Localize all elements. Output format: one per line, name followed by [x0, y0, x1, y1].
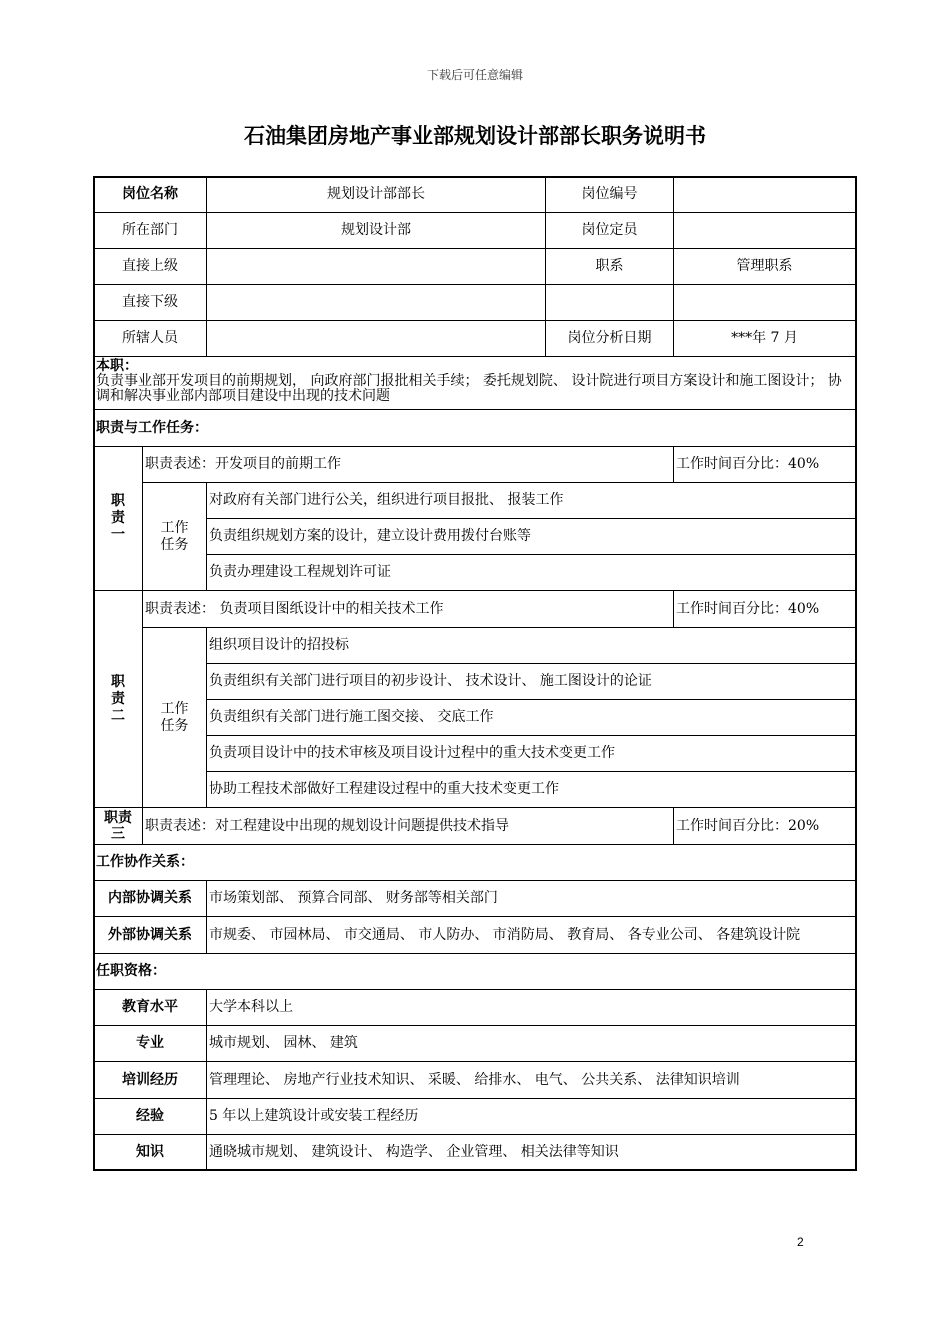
major-label: 专业 — [94, 1026, 207, 1062]
resp1-time: 工作时间百分比：40% — [674, 447, 856, 483]
resp3-time: 工作时间百分比：20% — [674, 808, 856, 845]
education-label: 教育水平 — [94, 990, 207, 1026]
responsibilities-heading: 职责与工作任务： — [94, 410, 856, 447]
knowledge-value: 通晓城市规划、 建筑设计、 构造学、 企业管理、 相关法律等知识 — [207, 1135, 856, 1170]
superior-label: 直接上级 — [94, 249, 207, 285]
resp2-task: 负责项目设计中的技术审核及项目设计过程中的重大技术变更工作 — [207, 736, 856, 772]
pos-code-value — [674, 177, 856, 213]
resp2-desc: 职责表述： 负责项目图纸设计中的相关技术工作 — [143, 591, 674, 628]
resp2-task-label: 工作任务 — [143, 628, 207, 808]
resp1-label: 职责一 — [94, 447, 143, 591]
cooperation-heading: 工作协作关系： — [94, 845, 856, 881]
headcount-label: 岗位定员 — [546, 213, 674, 249]
internal-label: 内部协调关系 — [94, 881, 207, 917]
page-title: 石油集团房地产事业部规划设计部部长职务说明书 — [244, 124, 706, 148]
resp3-label: 职责三 — [94, 808, 143, 845]
subordinate-extra-value — [674, 285, 856, 321]
qualifications-heading: 任职资格： — [94, 954, 856, 990]
education-value: 大学本科以上 — [207, 990, 856, 1026]
series-label: 职系 — [546, 249, 674, 285]
staff-label: 所辖人员 — [94, 321, 207, 357]
resp2-task: 组织项目设计的招投标 — [207, 628, 856, 664]
experience-value: 5 年以上建筑设计或安装工程经历 — [207, 1099, 856, 1135]
page-number: 2 — [797, 1235, 804, 1249]
training-label: 培训经历 — [94, 1062, 207, 1099]
analysis-date-value: ***年 7 月 — [674, 321, 856, 357]
analysis-date-label: 岗位分析日期 — [546, 321, 674, 357]
dept-value: 规划设计部 — [207, 213, 546, 249]
resp2-label: 职责二 — [94, 591, 143, 808]
major-value: 城市规划、 园林、 建筑 — [207, 1026, 856, 1062]
knowledge-label: 知识 — [94, 1135, 207, 1170]
duty-section — [94, 357, 856, 410]
pos-name-value: 规划设计部部长 — [207, 177, 546, 213]
resp1-task: 对政府有关部门进行公关，组织进行项目报批、 报装工作 — [207, 483, 856, 519]
duty-label: 本职： — [96, 358, 138, 374]
dept-label: 所在部门 — [94, 213, 207, 249]
resp2-task: 负责组织有关部门进行施工图交接、 交底工作 — [207, 700, 856, 736]
internal-value: 市场策划部、 预算合同部、 财务部等相关部门 — [207, 881, 856, 917]
pos-code-label: 岗位编号 — [546, 177, 674, 213]
headcount-value — [674, 213, 856, 249]
subordinate-label: 直接下级 — [94, 285, 207, 321]
external-value: 市规委、 市园林局、 市交通局、 市人防办、 市消防局、 教育局、 各专业公司、 各建筑设计院 — [207, 917, 856, 954]
resp1-task: 负责办理建设工程规划许可证 — [207, 555, 856, 591]
subordinate-extra — [546, 285, 674, 321]
resp1-desc: 职责表述：开发项目的前期工作 — [143, 447, 674, 483]
external-label: 外部协调关系 — [94, 917, 207, 954]
resp1-task-label: 工作任务 — [143, 483, 207, 591]
resp2-task: 负责组织有关部门进行项目的初步设计、 技术设计、 施工图设计的论证 — [207, 664, 856, 700]
resp1-task: 负责组织规划方案的设计，建立设计费用拨付台账等 — [207, 519, 856, 555]
training-value: 管理理论、 房地产行业技术知识、 采暖、 给排水、 电气、 公共关系、 法律知识培训 — [207, 1062, 856, 1099]
staff-value — [207, 321, 546, 357]
subordinate-value — [207, 285, 546, 321]
series-value: 管理职系 — [674, 249, 856, 285]
superior-value — [207, 249, 546, 285]
pos-name-label: 岗位名称 — [94, 177, 207, 213]
duty-text: 负责事业部开发项目的前期规划， 向政府部门报批相关手续； 委托规划院、 设计院进行项目方案设计和施工图设计； 协调和解决事业部内部项目建设中出现的技术问题 — [96, 373, 842, 404]
resp2-time: 工作时间百分比：40% — [674, 591, 856, 628]
resp3-desc: 职责表述：对工程建设中出现的规划设计问题提供技术指导 — [143, 808, 674, 845]
header-note: 下载后可任意编辑 — [426, 68, 523, 82]
resp2-task: 协助工程技术部做好工程建设过程中的重大技术变更工作 — [207, 772, 856, 808]
experience-label: 经验 — [94, 1099, 207, 1135]
